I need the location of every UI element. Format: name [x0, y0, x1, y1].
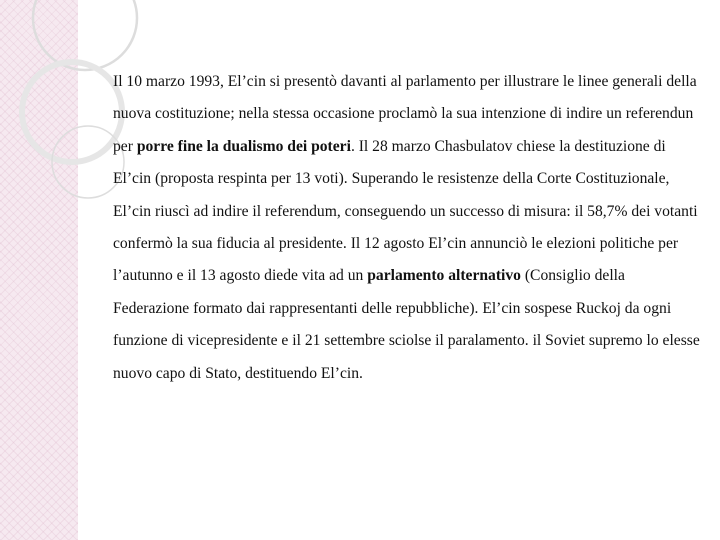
text-run: Il 10 marzo 1993, El’cin si presentò davanti al parlamento per illustrare le linee generali della nuova costituzione; nella stessa occasione proclamò la sua intenzione di indire un referendun per: [113, 73, 697, 155]
decorative-circle-medium: [22, 62, 122, 162]
bold-phrase-dualismo: porre fine la dualismo dei poteri: [136, 137, 351, 155]
bold-phrase-parlamento: parlamento alternativo: [367, 267, 521, 285]
decorative-circle-large: [33, 0, 137, 70]
text-run: (Consiglio della Federazione formato dai rappresentanti delle repubbliche). El’cin sospese Ruckoj da ogni funzione di vicepresidente e il 21 settembre sciolse il paralamento. il Soviet supremo lo elesse nuovo capo di Stato, destituendo El’cin.: [113, 267, 700, 382]
slide-body-text: [113, 66, 703, 390]
text-run: . Il 28 marzo Chasbulatov chiese la destituzione di El’cin (proposta respinta per 13 voti). Superando le resistenze della Corte Costituzionale, El’cin riuscì ad indire il referendum, conseguendo un successo di misura: il 58,7% dei votanti confermò la sua fiducia al presidente. Il 12 agosto El’cin annunciò le elezioni politiche per l’autunno e il 13 agosto diede vita ad un: [113, 137, 698, 285]
